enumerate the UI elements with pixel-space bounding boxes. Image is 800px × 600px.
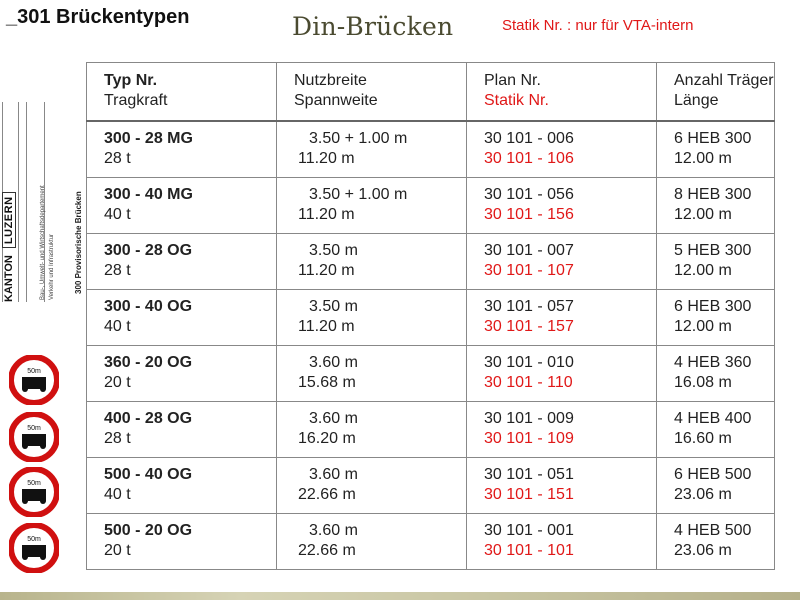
table-row (87, 177, 775, 233)
load-capacity: 28 t (104, 150, 131, 168)
type-number: 500 - 40 OG (104, 466, 193, 484)
sign-label: 50m (27, 480, 41, 487)
kanton-logo (3, 196, 15, 302)
table-row (87, 345, 775, 401)
bridge-types-table (86, 62, 775, 570)
girder-count: 8 HEB 300 (674, 186, 752, 204)
load-capacity: 20 t (104, 542, 131, 560)
header-label: Statik Nr. (484, 92, 549, 110)
girder-count: 5 HEB 300 (674, 242, 752, 260)
girder-length: 23.06 m (674, 542, 732, 560)
girder-length: 23.06 m (674, 486, 732, 504)
header-cell-traeger (657, 63, 775, 121)
sign-no-trucks-icon (9, 355, 59, 405)
plan-number: 30 101 - 057 (484, 298, 574, 316)
span-length: 16.20 m (298, 430, 356, 448)
span-length: 11.20 m (298, 206, 355, 224)
girder-length: 12.00 m (674, 150, 732, 168)
girder-length: 12.00 m (674, 262, 732, 280)
table-row (87, 401, 775, 457)
header-cell-nutzbreite (277, 63, 467, 121)
table-row (87, 289, 775, 345)
statik-note: Statik Nr. : nur für VTA-intern (502, 17, 694, 34)
span-length: 11.20 m (298, 262, 355, 280)
usable-width: 3.50 + 1.00 m (309, 130, 408, 148)
header-cell-plan (467, 63, 657, 121)
luzern-label: LUZERN (2, 192, 16, 248)
plan-number: 30 101 - 009 (484, 410, 574, 428)
type-number: 360 - 20 OG (104, 354, 193, 372)
plan-number: 30 101 - 010 (484, 354, 574, 372)
sign-label: 50m (27, 368, 41, 375)
header-label: Tragkraft (104, 92, 168, 110)
type-number: 300 - 40 OG (104, 298, 193, 316)
plan-number: 30 101 - 006 (484, 130, 574, 148)
type-number: 500 - 20 OG (104, 522, 193, 540)
page-title: _301 Brückentypen (6, 6, 190, 28)
page-subtitle: Din-Brücken (292, 12, 454, 41)
plan-number: 30 101 - 001 (484, 522, 574, 540)
sign-no-trucks-icon (9, 523, 59, 573)
usable-width: 3.60 m (309, 522, 358, 540)
girder-count: 4 HEB 360 (674, 354, 752, 372)
table-header-row (87, 63, 775, 121)
table-row (87, 121, 775, 178)
girder-length: 16.08 m (674, 374, 732, 392)
statik-number: 30 101 - 156 (484, 206, 574, 224)
footer-bar (0, 592, 800, 600)
side-caption: 300 Provisorische Brücken (74, 191, 83, 294)
plan-number: 30 101 - 007 (484, 242, 574, 260)
girder-count: 4 HEB 500 (674, 522, 752, 540)
span-length: 22.66 m (298, 542, 356, 560)
girder-count: 6 HEB 500 (674, 466, 752, 484)
type-number: 400 - 28 OG (104, 410, 193, 428)
span-length: 11.20 m (298, 318, 355, 336)
type-number: 300 - 40 MG (104, 186, 193, 204)
usable-width: 3.60 m (309, 410, 358, 428)
girder-count: 6 HEB 300 (674, 298, 752, 316)
plan-number: 30 101 - 056 (484, 186, 574, 204)
load-capacity: 40 t (104, 318, 131, 336)
usable-width: 3.60 m (309, 466, 358, 484)
table-row (87, 233, 775, 289)
girder-length: 12.00 m (674, 318, 732, 336)
girder-count: 6 HEB 300 (674, 130, 752, 148)
usable-width: 3.60 m (309, 354, 358, 372)
usable-width: 3.50 m (309, 242, 358, 260)
type-number: 300 - 28 OG (104, 242, 193, 260)
plan-number: 30 101 - 051 (484, 466, 574, 484)
load-capacity: 28 t (104, 430, 131, 448)
sign-label: 50m (27, 536, 41, 543)
usable-width: 3.50 m (309, 298, 358, 316)
header-cell-typ (87, 63, 277, 121)
statik-number: 30 101 - 106 (484, 150, 574, 168)
header-label: Anzahl Träger (674, 72, 774, 90)
span-length: 11.20 m (298, 150, 355, 168)
girder-length: 12.00 m (674, 206, 732, 224)
sign-no-trucks-icon (9, 412, 59, 462)
header-label: Länge (674, 92, 719, 110)
sign-label: 50m (27, 425, 41, 432)
statik-number: 30 101 - 151 (484, 486, 574, 504)
department-label: Bau-, Umwelt- und Wirtschaftsdepartement (40, 185, 46, 300)
sign-no-trucks-icon (9, 467, 59, 517)
load-capacity: 28 t (104, 262, 131, 280)
statik-number: 30 101 - 101 (484, 542, 574, 560)
statik-number: 30 101 - 107 (484, 262, 574, 280)
statik-number: 30 101 - 157 (484, 318, 574, 336)
type-number: 300 - 28 MG (104, 130, 193, 148)
statik-number: 30 101 - 109 (484, 430, 574, 448)
span-length: 15.68 m (298, 374, 356, 392)
header-label: Plan Nr. (484, 72, 541, 90)
girder-length: 16.60 m (674, 430, 732, 448)
division-label: Verkehr und Infrastruktur (49, 233, 55, 300)
span-length: 22.66 m (298, 486, 356, 504)
header-label: Nutzbreite (294, 72, 367, 90)
girder-count: 4 HEB 400 (674, 410, 752, 428)
kanton-label: KANTON (3, 255, 15, 302)
load-capacity: 20 t (104, 374, 131, 392)
table-row (87, 457, 775, 513)
statik-number: 30 101 - 110 (484, 374, 573, 392)
table-row (87, 513, 775, 569)
load-capacity: 40 t (104, 206, 131, 224)
header-label: Typ Nr. (104, 72, 158, 90)
usable-width: 3.50 + 1.00 m (309, 186, 408, 204)
header-label: Spannweite (294, 92, 378, 110)
load-capacity: 40 t (104, 486, 131, 504)
